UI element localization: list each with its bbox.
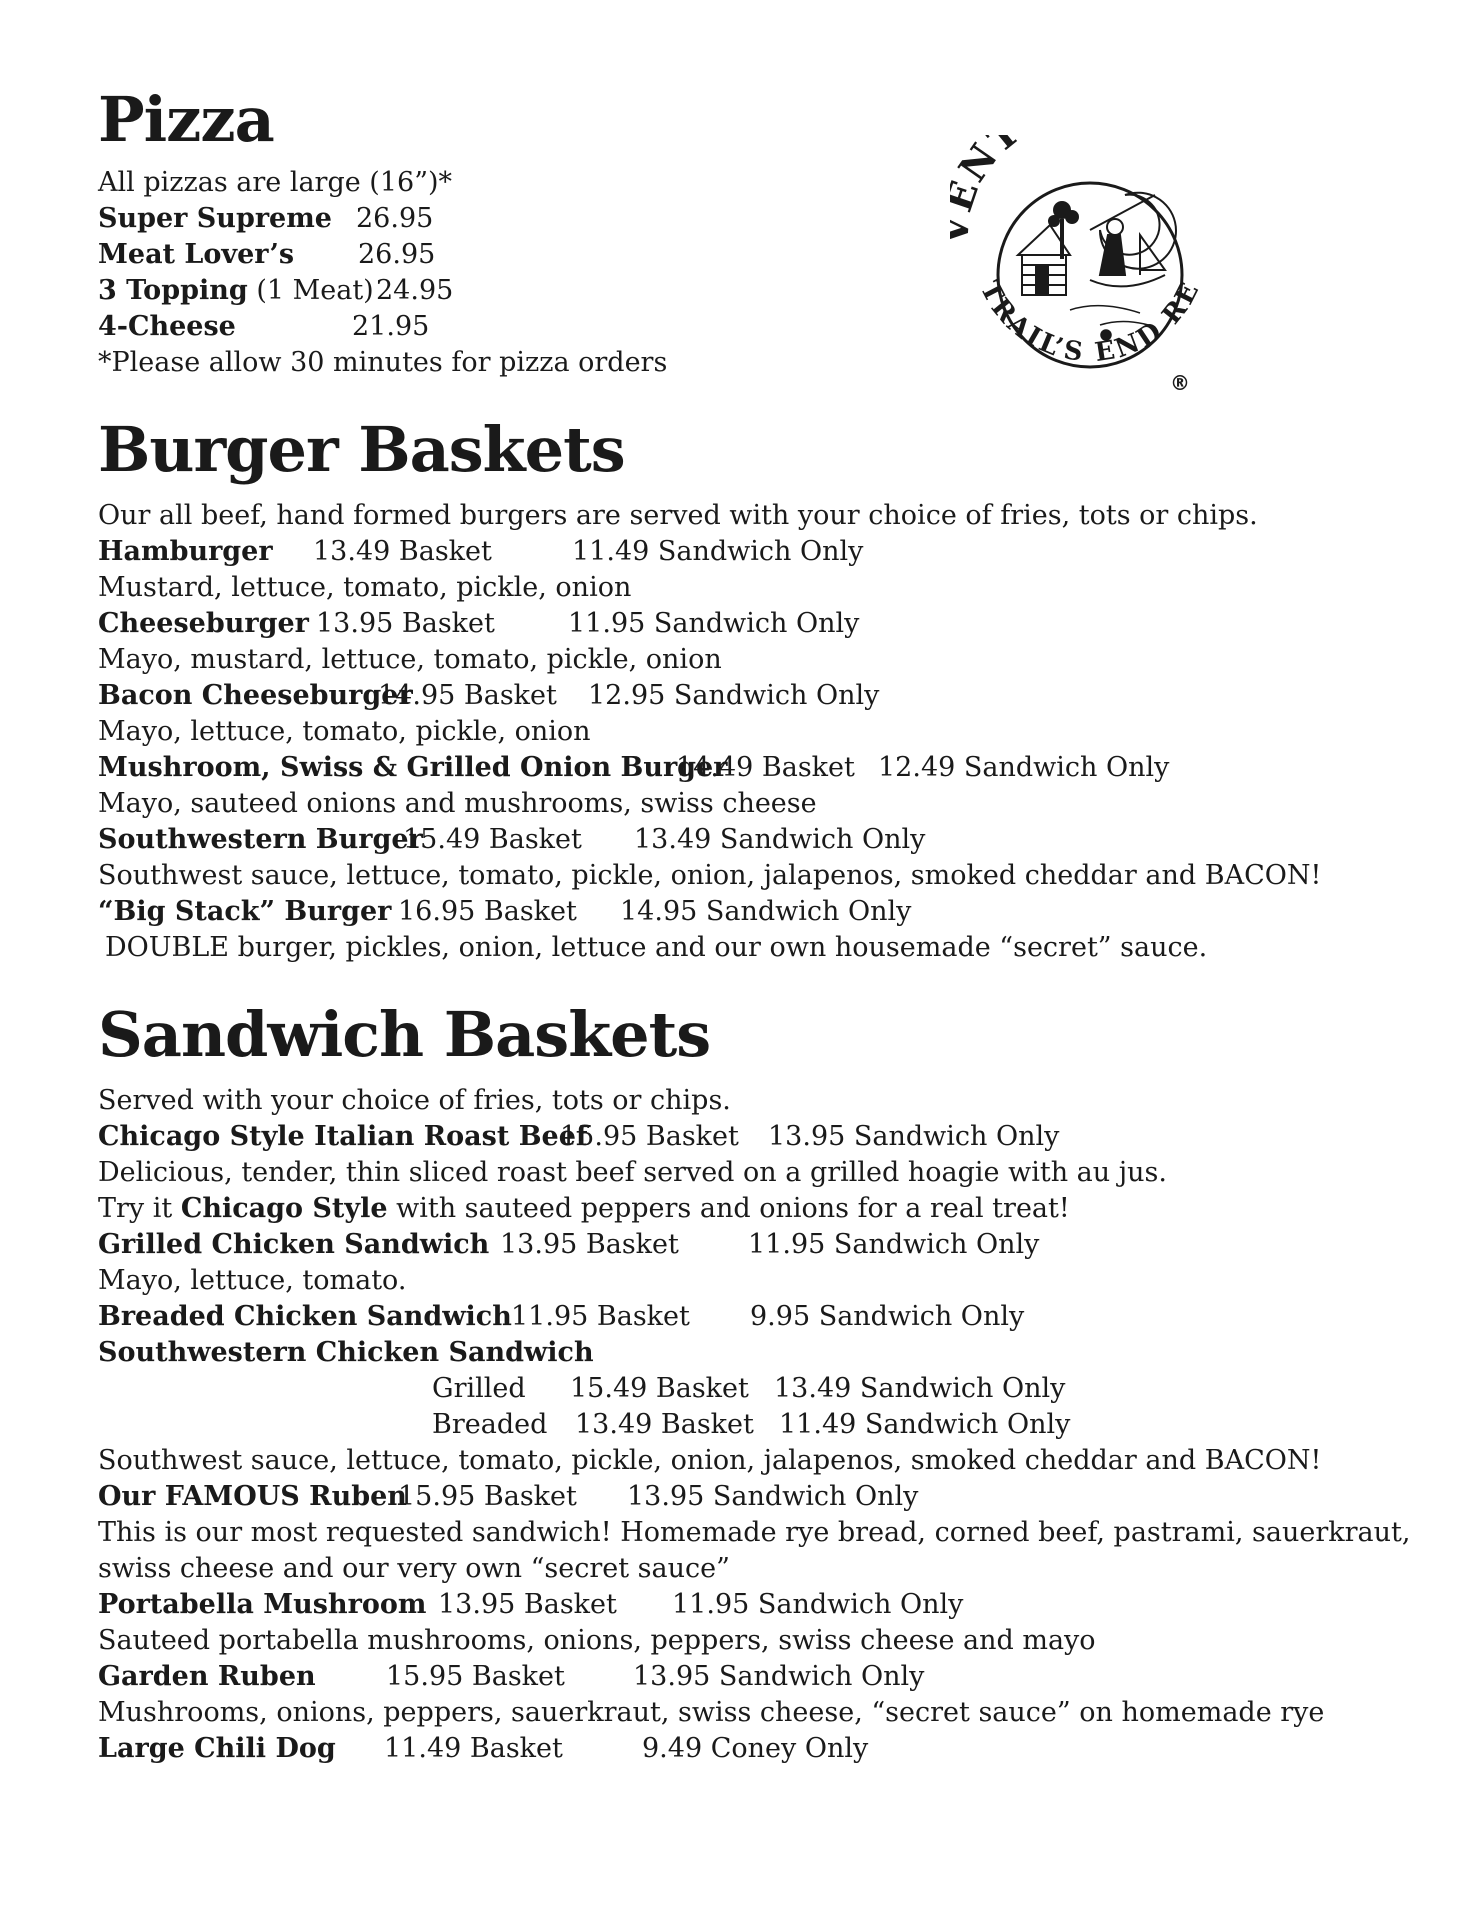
sandwich-price: 11.95 Sandwich Only: [672, 1589, 964, 1620]
basket-price: 13.95 Basket: [438, 1589, 617, 1620]
list-item: [98, 309, 236, 345]
basket-price: 13.95 Basket: [316, 608, 495, 639]
item-name: 4-Cheese: [98, 311, 236, 342]
list-item: [98, 201, 332, 237]
item-name: Hamburger: [98, 536, 273, 567]
item-desc: Mayo, lettuce, tomato.: [98, 1265, 407, 1296]
sandwich-price: 13.49 Sandwich Only: [634, 824, 926, 855]
item-name: Southwestern Burger: [98, 824, 423, 855]
basket-price: 16.95 Basket: [398, 896, 577, 927]
item-name: Chicago Style Italian Roast Beef: [98, 1121, 588, 1152]
pizza-heading: Pizza: [98, 83, 274, 156]
item-name: Grilled Chicken Sandwich: [98, 1229, 490, 1260]
list-item: [98, 1587, 426, 1623]
item-desc: This is our most requested sandwich! Homemade rye bread, corned beef, pastrami, sauerkraut,: [98, 1517, 1411, 1548]
sandwich-price: 14.95 Sandwich Only: [620, 896, 912, 927]
item-extra: (1 Meat): [256, 275, 374, 306]
basket-price: 14.95 Basket: [378, 680, 557, 711]
basket-price: 15.95 Basket: [386, 1661, 565, 1692]
sandwiches-heading: Sandwich Baskets: [98, 998, 711, 1071]
sandwich-price: 9.95 Sandwich Only: [750, 1301, 1025, 1332]
item-desc: Southwest sauce, lettuce, tomato, pickle, onion, jalapenos, smoked cheddar and BACON!: [98, 1445, 1322, 1476]
item-desc: Sauteed portabella mushrooms, onions, peppers, swiss cheese and mayo: [98, 1625, 1096, 1656]
desc-text: with sauteed peppers and onions for a real treat!: [387, 1193, 1070, 1224]
basket-price: 15.95 Basket: [398, 1481, 577, 1512]
list-item: [98, 1335, 594, 1371]
basket-price: 15.95 Basket: [560, 1121, 739, 1152]
item-desc: [98, 1191, 1070, 1227]
list-item: [98, 1731, 336, 1767]
item-desc: Mayo, sauteed onions and mushrooms, swiss cheese: [98, 788, 817, 819]
sandwich-price: 11.49 Sandwich Only: [779, 1409, 1071, 1440]
resort-logo-graphic: [950, 135, 1230, 405]
list-item: [98, 273, 374, 309]
list-item: [98, 1659, 316, 1695]
basket-price: 13.95 Basket: [500, 1229, 679, 1260]
sandwich-price: 11.95 Sandwich Only: [568, 608, 860, 639]
item-name: Mushroom, Swiss & Grilled Onion Burger: [98, 752, 728, 783]
list-item: [98, 1119, 588, 1155]
item-price: 26.95: [356, 203, 434, 234]
list-item: [98, 822, 423, 858]
item-price: 21.95: [352, 311, 430, 342]
basket-price: 15.49 Basket: [403, 824, 582, 855]
item-name: Super Supreme: [98, 203, 332, 234]
sandwich-price: 13.95 Sandwich Only: [633, 1661, 925, 1692]
registered-mark: ®: [1170, 371, 1190, 395]
item-name: “Big Stack” Burger: [98, 896, 392, 927]
burgers-heading: Burger Baskets: [98, 413, 625, 486]
item-name: Our FAMOUS Ruben: [98, 1481, 407, 1512]
list-item: [98, 678, 413, 714]
sandwich-price: 13.95 Sandwich Only: [627, 1481, 919, 1512]
resort-logo: [950, 135, 1230, 405]
basket-price: 15.49 Basket: [570, 1373, 749, 1404]
sandwich-price: 11.95 Sandwich Only: [748, 1229, 1040, 1260]
item-name: Meat Lover’s: [98, 239, 295, 270]
list-item: [98, 894, 391, 930]
logo-bottom-text: TRAIL’S END RE: [973, 275, 1207, 369]
sandwiches-intro: Served with your choice of fries, tots or chips.: [98, 1085, 731, 1116]
item-desc: DOUBLE burger, pickles, onion, lettuce and our own housemade “secret” sauce.: [105, 932, 1208, 963]
burgers-intro: Our all beef, hand formed burgers are served with your choice of fries, tots or chips.: [98, 500, 1258, 531]
basket-price: 11.49 Basket: [384, 1733, 563, 1764]
logo-top-text: N: [950, 135, 1008, 190]
item-price: 26.95: [358, 239, 436, 270]
item-desc: Mayo, mustard, lettuce, tomato, pickle, onion: [98, 644, 722, 675]
coney-price: 9.49 Coney Only: [642, 1733, 869, 1764]
item-name: Cheeseburger: [98, 608, 309, 639]
sandwich-price: 11.49 Sandwich Only: [572, 536, 864, 567]
pizza-footnote: *Please allow 30 minutes for pizza orders: [98, 347, 668, 378]
item-name: Garden Ruben: [98, 1661, 316, 1692]
item-name: Southwestern Chicken Sandwich: [98, 1337, 594, 1368]
list-item: [98, 237, 294, 273]
sandwich-price: 12.95 Sandwich Only: [588, 680, 880, 711]
basket-price: 13.49 Basket: [313, 536, 492, 567]
item-name: Large Chili Dog: [98, 1733, 336, 1764]
list-item: [98, 750, 727, 786]
basket-price: 11.95 Basket: [511, 1301, 690, 1332]
item-name: Breaded Chicken Sandwich: [98, 1301, 512, 1332]
variant-label: Grilled: [432, 1373, 526, 1404]
basket-price: 13.49 Basket: [575, 1409, 754, 1440]
variant-label: Breaded: [432, 1409, 548, 1440]
item-desc: Mushrooms, onions, peppers, sauerkraut, swiss cheese, “secret sauce” on homemade rye: [98, 1697, 1325, 1728]
sandwich-price: 13.95 Sandwich Only: [768, 1121, 1060, 1152]
pizza-note: All pizzas are large (16”)*: [98, 167, 453, 198]
item-desc: swiss cheese and our very own “secret sauce”: [98, 1553, 730, 1584]
item-name: 3 Topping: [98, 275, 248, 306]
item-name: Portabella Mushroom: [98, 1589, 427, 1620]
list-item: [98, 606, 309, 642]
item-desc: Mustard, lettuce, tomato, pickle, onion: [98, 572, 632, 603]
list-item: [98, 1299, 512, 1335]
desc-bold: Chicago Style: [180, 1193, 388, 1224]
sandwich-price: 13.49 Sandwich Only: [774, 1373, 1066, 1404]
item-desc: Southwest sauce, lettuce, tomato, pickle, onion, jalapenos, smoked cheddar and BACON!: [98, 860, 1322, 891]
item-desc: Mayo, lettuce, tomato, pickle, onion: [98, 716, 591, 747]
list-item: [98, 534, 273, 570]
item-name: Bacon Cheeseburger: [98, 680, 413, 711]
item-desc: Delicious, tender, thin sliced roast beef served on a grilled hoagie with au jus.: [98, 1157, 1167, 1188]
list-item: [98, 1227, 489, 1263]
list-item: [98, 1479, 407, 1515]
desc-text: Try it: [98, 1193, 181, 1224]
sandwich-price: 12.49 Sandwich Only: [878, 752, 1170, 783]
item-price: 24.95: [376, 275, 454, 306]
basket-price: 14.49 Basket: [676, 752, 855, 783]
